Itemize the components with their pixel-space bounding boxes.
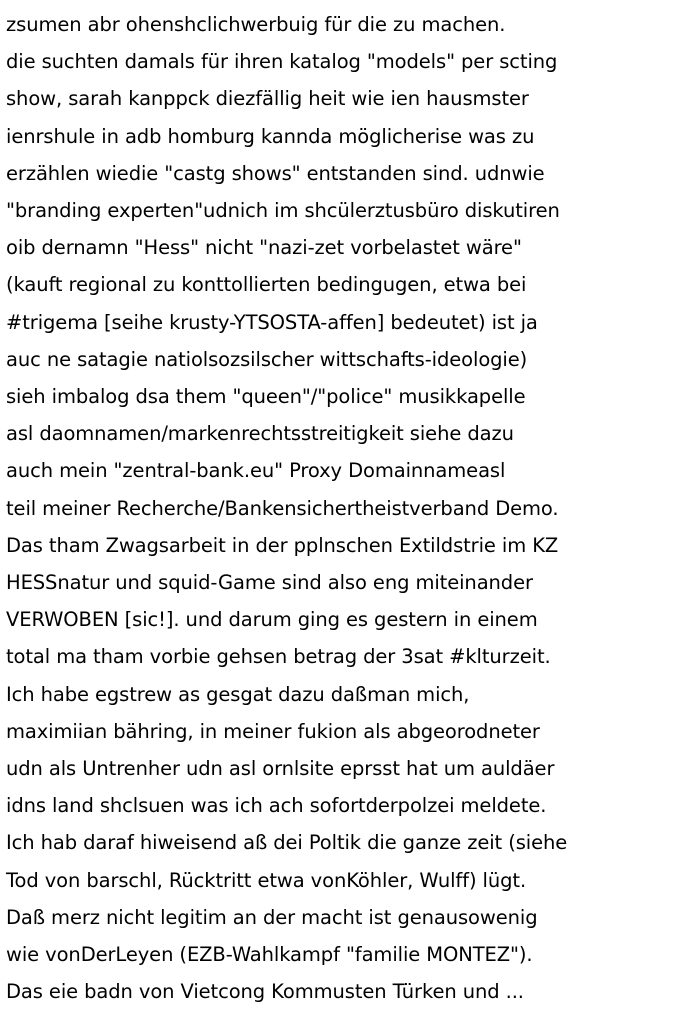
- text-line: wie vonDerLeyen (EZB-Wahlkampf "familie MONTEZ").: [6, 943, 533, 967]
- text-line: ienrshule in adb homburg kannda möglicherise was zu: [6, 124, 535, 148]
- text-line: show, sarah kanppck diezfällig heit wie ien hausmster: [6, 87, 529, 111]
- text-line: VERWOBEN [sic!]. und darum ging es gestern in einem: [6, 608, 538, 632]
- text-line: Ich hab daraf hiweisend aß dei Poltik die ganze zeit (siehe: [6, 831, 568, 855]
- text-line: Das tham Zwagsarbeit in der pplnschen Extildstrie im KZ: [6, 533, 559, 557]
- text-line: Tod von barschl, Rücktritt etwa vonKöhler, Wulff) lügt.: [6, 868, 527, 892]
- text-line: (kauft regional zu konttollierten bedingugen, etwa bei: [6, 273, 527, 297]
- text-line: total ma tham vorbie gehsen betrag der 3sat #klturzeit.: [6, 645, 551, 669]
- text-line: die suchten damals für ihren katalog "models" per scting: [6, 50, 558, 74]
- text-line: oib dernamn "Hess" nicht "nazi-zet vorbelastet wäre": [6, 236, 522, 260]
- text-line: HESSnatur und squid-Game sind also eng miteinander: [6, 571, 533, 595]
- text-line: erzählen wiedie "castg shows" entstanden sind. udnwie: [6, 161, 545, 185]
- text-line: zsumen abr ohenshclichwerbuig für die zu machen.: [6, 13, 506, 36]
- text-line: auch mein "zentral-bank.eu" Proxy Domainnameasl: [6, 459, 506, 483]
- text-line: Ich habe egstrew as gesgat dazu daßman mich,: [6, 682, 470, 706]
- text-line: udn als Untrenher udn asl ornlsite eprsst hat um auldäer: [6, 757, 555, 781]
- text-line: auc ne satagie natiolsozsilscher wittschafts-ideologie): [6, 347, 528, 371]
- text-line: idns land shclsuen was ich ach sofortderpolzei meldete.: [6, 794, 547, 818]
- text-line: #trigema [seihe krusty-YTSOSTA-affen] bedeutet) ist ja: [6, 310, 538, 334]
- text-line: teil meiner Recherche/Bankensichertheistverband Demo.: [6, 496, 559, 520]
- text-line: maximiian bähring, in meiner fukion als abgeorodneter: [6, 719, 540, 743]
- text-line: Das eie badn von Vietcong Kommusten Türken und ...: [6, 980, 524, 1004]
- text-line: "branding experten"udnich im shcülerztusbüro diskutiren: [6, 199, 560, 223]
- text-line: Daß merz nicht legitim an der macht ist genausowenig: [6, 905, 538, 929]
- text-line: sieh imbalog dsa them "queen"/"police" musikkapelle: [6, 385, 526, 409]
- text-line: asl daomnamen/markenrechtsstreitigkeit siehe dazu: [6, 422, 514, 446]
